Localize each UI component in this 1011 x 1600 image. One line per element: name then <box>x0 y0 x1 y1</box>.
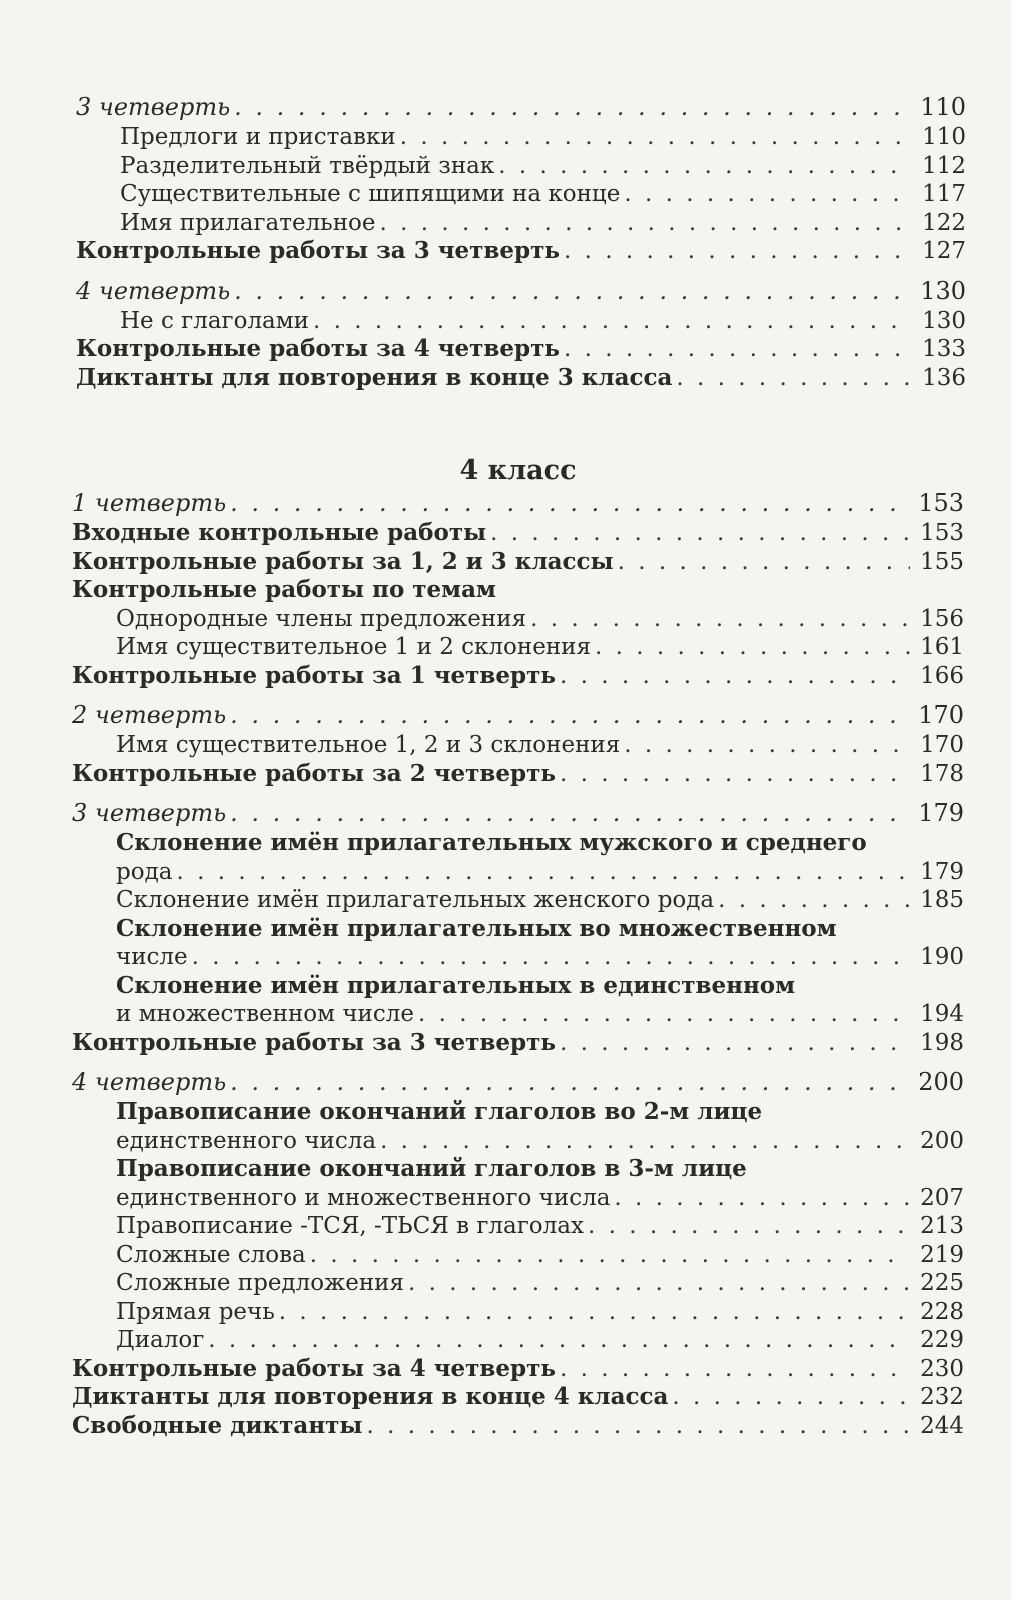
toc-row <box>72 1184 964 1213</box>
toc-page-number: 133 <box>922 336 966 362</box>
leader-dots <box>380 1127 910 1156</box>
toc-row <box>72 886 964 915</box>
toc-title: Прямая речь <box>116 1298 275 1325</box>
toc-title: Контрольные работы за 3 четверть <box>72 1028 556 1056</box>
toc-row-topics-heading <box>72 576 964 605</box>
toc-page-number: 153 <box>920 520 964 546</box>
toc-page-number: 153 <box>918 489 964 517</box>
toc-title: Не с глаголами <box>120 307 309 334</box>
grade3-toc <box>76 92 966 392</box>
toc-page-number: 194 <box>920 1001 964 1027</box>
toc-title: Контрольные работы за 3 четверть <box>76 237 560 264</box>
toc-row-line1 <box>72 972 964 1001</box>
toc-row-line1 <box>72 829 964 858</box>
leader-dots <box>192 943 910 972</box>
toc-page-number: 230 <box>920 1355 964 1382</box>
toc-row <box>76 209 966 238</box>
leader-dots <box>560 1355 910 1384</box>
grade4-toc <box>72 440 964 1440</box>
leader-dots <box>380 209 913 238</box>
toc-row-g4-q4 <box>72 1067 964 1098</box>
toc-row-line1 <box>72 915 964 944</box>
toc-row <box>72 548 964 577</box>
toc-page-number: 156 <box>920 605 964 632</box>
toc-page-number: 166 <box>920 662 964 689</box>
leader-dots <box>560 1029 910 1058</box>
toc-row <box>76 307 966 336</box>
toc-title: Правописание -ТСЯ, -ТЬСЯ в глаголах <box>116 1213 584 1239</box>
toc-row-g4-q1 <box>72 488 964 519</box>
grade-heading: 4 класс <box>459 455 577 486</box>
toc-title: Входные контрольные работы <box>72 519 487 546</box>
toc-row-g4-q2 <box>72 700 964 731</box>
toc-page-number: 225 <box>920 1270 964 1296</box>
toc-title: Имя существительное 1 и 2 склонения <box>116 634 591 660</box>
toc-page-number: 228 <box>920 1298 964 1325</box>
toc-row <box>72 519 964 548</box>
leader-dots <box>230 798 910 829</box>
leader-dots <box>564 237 912 266</box>
toc-row <box>76 152 966 181</box>
toc-row-control <box>72 1355 964 1384</box>
toc-page-number: 179 <box>920 858 964 885</box>
leader-dots <box>234 92 912 123</box>
toc-title: и множественном числе <box>116 1001 414 1027</box>
leader-dots <box>408 1269 910 1298</box>
leader-dots <box>366 1412 910 1441</box>
toc-page-number: 178 <box>920 760 964 787</box>
toc-page-number: 122 <box>922 209 966 236</box>
toc-title: Склонение имён прилагательных мужского и среднего <box>116 829 867 856</box>
toc-title: Разделительный твёрдый знак <box>120 152 495 179</box>
leader-dots <box>718 886 910 915</box>
toc-page-number: 219 <box>920 1241 964 1268</box>
toc-row <box>76 180 966 209</box>
toc-row <box>72 605 964 634</box>
toc-title: единственного числа <box>116 1127 377 1154</box>
leader-dots <box>418 1000 910 1029</box>
toc-row <box>72 1000 964 1029</box>
toc-page-number: 170 <box>918 701 964 729</box>
toc-row <box>72 1241 964 1270</box>
toc-page-number: 110 <box>920 93 966 121</box>
toc-title: Существительные с шипящими на конце <box>120 181 621 207</box>
toc-row <box>72 731 964 760</box>
toc-row-control <box>76 335 966 364</box>
toc-row-g3-q3 <box>76 92 966 123</box>
toc-title: Имя прилагательное <box>120 209 376 236</box>
leader-dots <box>595 633 910 662</box>
leader-dots <box>234 276 912 307</box>
toc-title: 1 четверть <box>72 489 227 517</box>
toc-title: Сложные слова <box>116 1241 306 1268</box>
toc-row <box>72 1326 964 1355</box>
leader-dots <box>490 519 910 548</box>
toc-title: рода <box>116 858 173 885</box>
toc-title: Контрольные работы за 2 четверть <box>72 759 556 787</box>
toc-row-control <box>72 760 964 789</box>
toc-title: Контрольные работы за 4 четверть <box>76 335 560 362</box>
leader-dots <box>313 307 912 336</box>
leader-dots <box>624 731 910 760</box>
toc-row-g4-q3 <box>72 798 964 829</box>
toc-page-number: 232 <box>920 1384 964 1410</box>
toc-title: 2 четверть <box>72 701 227 729</box>
toc-page-number: 161 <box>920 634 964 660</box>
toc-page-number: 244 <box>920 1412 964 1439</box>
toc-page-number: 200 <box>918 1068 964 1096</box>
toc-row-control <box>72 662 964 691</box>
toc-page-number: 155 <box>920 548 964 575</box>
toc-title: Диалог <box>116 1327 205 1353</box>
leader-dots <box>624 180 912 209</box>
toc-title: Склонение имён прилагательных в единственном <box>116 971 796 999</box>
toc-page-number: 190 <box>920 944 964 970</box>
leader-dots <box>230 488 910 519</box>
toc-page-number: 136 <box>922 364 966 391</box>
toc-row-g3-q4 <box>76 276 966 307</box>
toc-title: Склонение имён прилагательных женского рода <box>116 887 715 913</box>
toc-page-number: 185 <box>920 887 964 913</box>
toc-row-control <box>72 1029 964 1058</box>
toc-title: Склонение имён прилагательных во множественном <box>116 914 837 942</box>
toc-title: 4 четверть <box>76 276 231 305</box>
leader-dots <box>530 605 910 634</box>
toc-title: 3 четверть <box>72 799 227 827</box>
toc-page-number: 170 <box>920 732 964 758</box>
toc-title: единственного и множественного числа <box>116 1184 611 1211</box>
toc-row <box>72 943 964 972</box>
toc-page-number: 117 <box>922 181 966 207</box>
toc-title: Имя существительное 1, 2 и 3 склонения <box>116 732 621 758</box>
toc-row <box>72 1269 964 1298</box>
leader-dots <box>672 1383 910 1412</box>
toc-title: числе <box>116 944 188 970</box>
leader-dots <box>279 1298 910 1327</box>
toc-page-number: 110 <box>922 124 966 150</box>
toc-row <box>72 633 964 662</box>
toc-title: Сложные предложения <box>116 1270 404 1296</box>
toc-row <box>76 123 966 152</box>
leader-dots <box>564 335 912 364</box>
leader-dots <box>208 1326 910 1355</box>
toc-title: Диктанты для повторения в конце 4 класса <box>72 1383 669 1410</box>
toc-title: Свободные диктанты <box>72 1411 363 1439</box>
toc-row <box>72 1127 964 1156</box>
leader-dots <box>230 700 910 731</box>
leader-dots <box>588 1212 910 1241</box>
toc-row-line1 <box>72 1155 964 1184</box>
leader-dots <box>230 1067 910 1098</box>
toc-page-number: 130 <box>920 276 966 305</box>
toc-row-dictations <box>76 364 966 393</box>
toc-page-number: 198 <box>920 1029 964 1056</box>
toc-title: 3 четверть <box>76 93 231 121</box>
toc-title: Предлоги и приставки <box>120 124 396 150</box>
leader-dots <box>400 123 912 152</box>
toc-page-number: 112 <box>922 152 966 179</box>
toc-title: Контрольные работы по темам <box>72 576 497 603</box>
leader-dots <box>310 1241 910 1270</box>
leader-dots <box>618 548 910 577</box>
toc-row-free <box>72 1412 964 1441</box>
toc-title: Правописание окончаний глаголов во 2-м лице <box>116 1098 763 1125</box>
leader-dots <box>560 662 910 691</box>
toc-row <box>72 1212 964 1241</box>
toc-row <box>72 1298 964 1327</box>
toc-title: Правописание окончаний глаголов в 3-м лице <box>116 1155 747 1182</box>
toc-page-number: 179 <box>918 799 964 827</box>
toc-row-dictations <box>72 1383 964 1412</box>
toc-row <box>72 858 964 887</box>
leader-dots <box>498 152 912 181</box>
toc-page-number: 229 <box>920 1327 964 1353</box>
leader-dots <box>560 760 910 789</box>
toc-title: 4 четверть <box>72 1068 227 1096</box>
toc-title: Контрольные работы за 1 четверть <box>72 661 556 689</box>
toc-title: Контрольные работы за 1, 2 и 3 классы <box>72 547 614 575</box>
leader-dots <box>614 1184 910 1213</box>
leader-dots <box>676 364 912 393</box>
toc-page-number: 200 <box>920 1127 964 1154</box>
toc-title: Однородные члены предложения <box>116 605 527 632</box>
toc-title: Контрольные работы за 4 четверть <box>72 1354 556 1382</box>
toc-page-number: 130 <box>922 307 966 334</box>
toc-title: Диктанты для повторения в конце 3 класса <box>76 363 673 391</box>
toc-page-number: 127 <box>922 238 966 264</box>
leader-dots <box>176 858 910 887</box>
toc-page-number: 207 <box>920 1184 964 1211</box>
toc-page-number: 213 <box>920 1213 964 1239</box>
toc-row-line1 <box>72 1098 964 1127</box>
toc-row-control <box>76 237 966 266</box>
